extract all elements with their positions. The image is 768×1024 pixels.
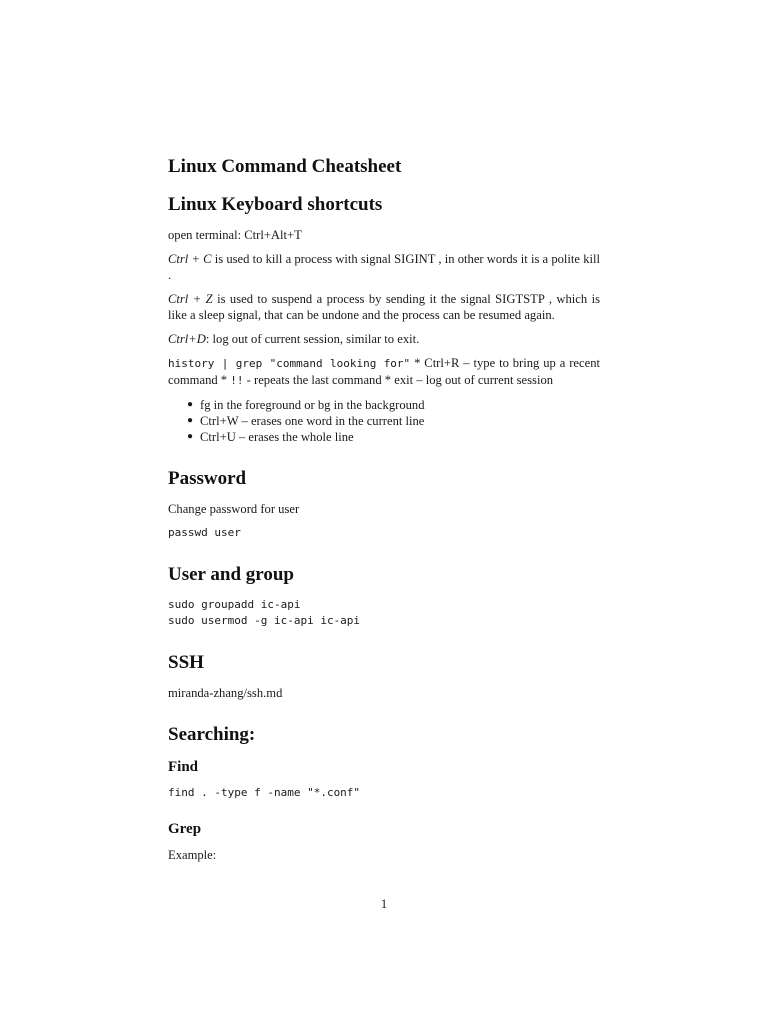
section-heading-searching: Searching: [168,724,256,745]
subsection-heading-find: Find [168,759,199,775]
section-heading-password: Password [168,468,247,489]
bullet-icon: ● [187,399,194,410]
user-group-code-line: sudo groupadd ic-api [168,598,301,611]
ctrl-z-key: Ctrl + Z [168,292,213,306]
page-number: 1 [380,897,388,911]
ctrl-z-paragraph [168,291,600,323]
list-item [187,397,600,413]
user-group-code-line: sudo usermod -g ic-api ic-api [168,614,361,627]
bullet-icon: ● [187,431,194,442]
history-command: history | grep "command looking for" [168,357,411,370]
list-item [187,413,600,429]
password-code: passwd user [168,526,241,539]
subsection-heading-grep: Grep [168,821,202,837]
section-heading-ssh: SSH [168,652,204,673]
section-heading-shortcuts: Linux Keyboard shortcuts [168,194,383,215]
list-item-text: Ctrl+U – erases the whole line [200,430,354,444]
history-description: * Ctrl+R – type to bring up a recent command * [168,356,600,387]
find-code: find . -type f -name "*.conf" [168,786,361,799]
bang-command: !! [230,374,244,387]
ctrl-c-paragraph [168,251,600,283]
list-item [187,429,600,445]
history-paragraph [168,355,600,389]
ctrl-d-description: : log out of current session, similar to exit. [205,332,420,346]
list-item-text: fg in the foreground or bg in the background [200,398,425,412]
ctrl-c-description: is used to kill a process with signal SIGINT , in other words it is a polite kill . [168,252,600,282]
page-content [168,155,600,871]
ctrl-d-paragraph [168,331,600,347]
ctrl-z-description: is used to suspend a process by sending it the signal SIGTSTP , which is like a sleep signal, that can be undone and the process can be resumed again. [168,292,600,322]
bullet-icon: ● [187,415,194,426]
document-title: Linux Command Cheatsheet [168,156,402,177]
section-heading-user-group: User and group [168,564,294,585]
password-text: Change password for user [168,502,300,516]
open-terminal-text: open terminal: Ctrl+Alt+T [168,228,302,242]
ssh-text: miranda-zhang/ssh.md [168,686,283,700]
ctrl-d-key: Ctrl+D [168,332,206,346]
shortcut-list [168,397,600,445]
grep-text: Example: [168,848,217,862]
bang-description: - repeats the last command * exit – log out of current session [243,373,554,387]
list-item-text: Ctrl+W – erases one word in the current line [200,414,425,428]
ctrl-c-key: Ctrl + C [168,252,212,266]
